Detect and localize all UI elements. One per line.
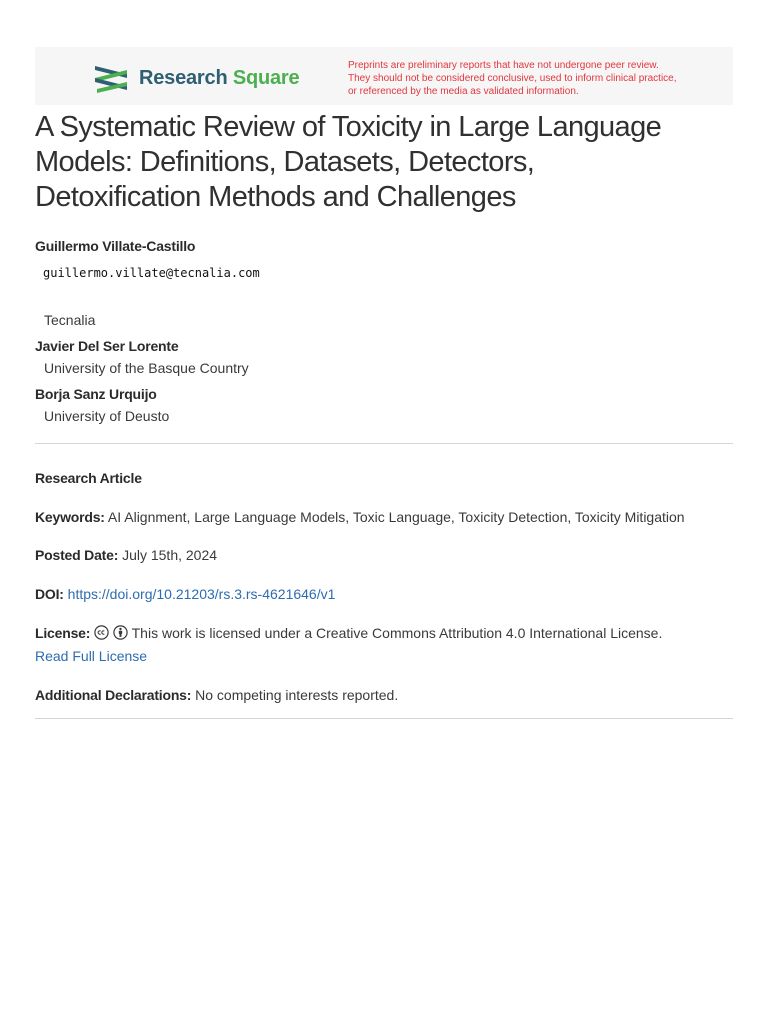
doi-row xyxy=(35,583,735,606)
divider xyxy=(35,443,733,444)
logo-word-square: Square xyxy=(232,66,300,89)
license-label: License: xyxy=(35,625,91,641)
read-full-license-link[interactable]: Read Full License xyxy=(35,648,148,664)
declarations-value: No competing interests reported. xyxy=(195,687,399,703)
research-square-logo-icon xyxy=(93,63,131,93)
disclaimer-line: or referenced by the media as validated information. xyxy=(348,86,579,97)
author-affiliation: University of the Basque Country xyxy=(44,360,249,376)
keywords-label: Keywords: xyxy=(35,509,105,525)
author-affiliation: University of Deusto xyxy=(44,408,170,424)
article-type-label: Research Article xyxy=(35,470,142,486)
author-name: Javier Del Ser Lorente xyxy=(35,338,179,354)
keywords-value: AI Alignment, Large Language Models, Toxic Language, Toxicity Detection, Toxicity Mitigation xyxy=(107,509,685,525)
preprint-banner xyxy=(35,47,733,105)
posted-date-label: Posted Date: xyxy=(35,547,119,563)
doi-label: DOI: xyxy=(35,586,64,602)
logo-wordmark xyxy=(139,67,299,90)
posted-date-row xyxy=(35,544,735,567)
divider xyxy=(35,718,733,719)
disclaimer-line: They should not be considered conclusive, used to inform clinical practice, xyxy=(348,73,677,84)
author-name: Borja Sanz Urquijo xyxy=(35,386,157,402)
author-affiliation: Tecnalia xyxy=(44,312,96,328)
declarations-row xyxy=(35,684,735,707)
doi-link[interactable]: https://doi.org/10.21203/rs.3.rs-4621646/v1 xyxy=(67,586,336,602)
title-line: A Systematic Review of Toxicity in Large Language xyxy=(35,111,662,143)
keywords-row xyxy=(35,506,735,529)
title-line: Detoxification Methods and Challenges xyxy=(35,181,516,213)
author-email[interactable]: guillermo.villate@tecnalia.com xyxy=(43,266,260,280)
research-square-logo[interactable] xyxy=(93,63,299,93)
license-row xyxy=(35,622,735,668)
title-line: Models: Definitions, Datasets, Detectors, xyxy=(35,146,535,178)
posted-date-value: July 15th, 2024 xyxy=(122,547,218,563)
cc-icon xyxy=(94,625,109,640)
logo-word-research: Research xyxy=(139,66,228,89)
declarations-label: Additional Declarations: xyxy=(35,687,192,703)
disclaimer-line: Preprints are preliminary reports that have not undergone peer review. xyxy=(348,60,659,71)
preprint-disclaimer xyxy=(348,59,728,98)
author-name: Guillermo Villate-Castillo xyxy=(35,238,196,254)
by-icon xyxy=(113,625,128,640)
article-type xyxy=(35,467,735,490)
license-text: This work is licensed under a Creative Commons Attribution 4.0 International License. xyxy=(131,625,663,641)
paper-title xyxy=(35,110,735,215)
